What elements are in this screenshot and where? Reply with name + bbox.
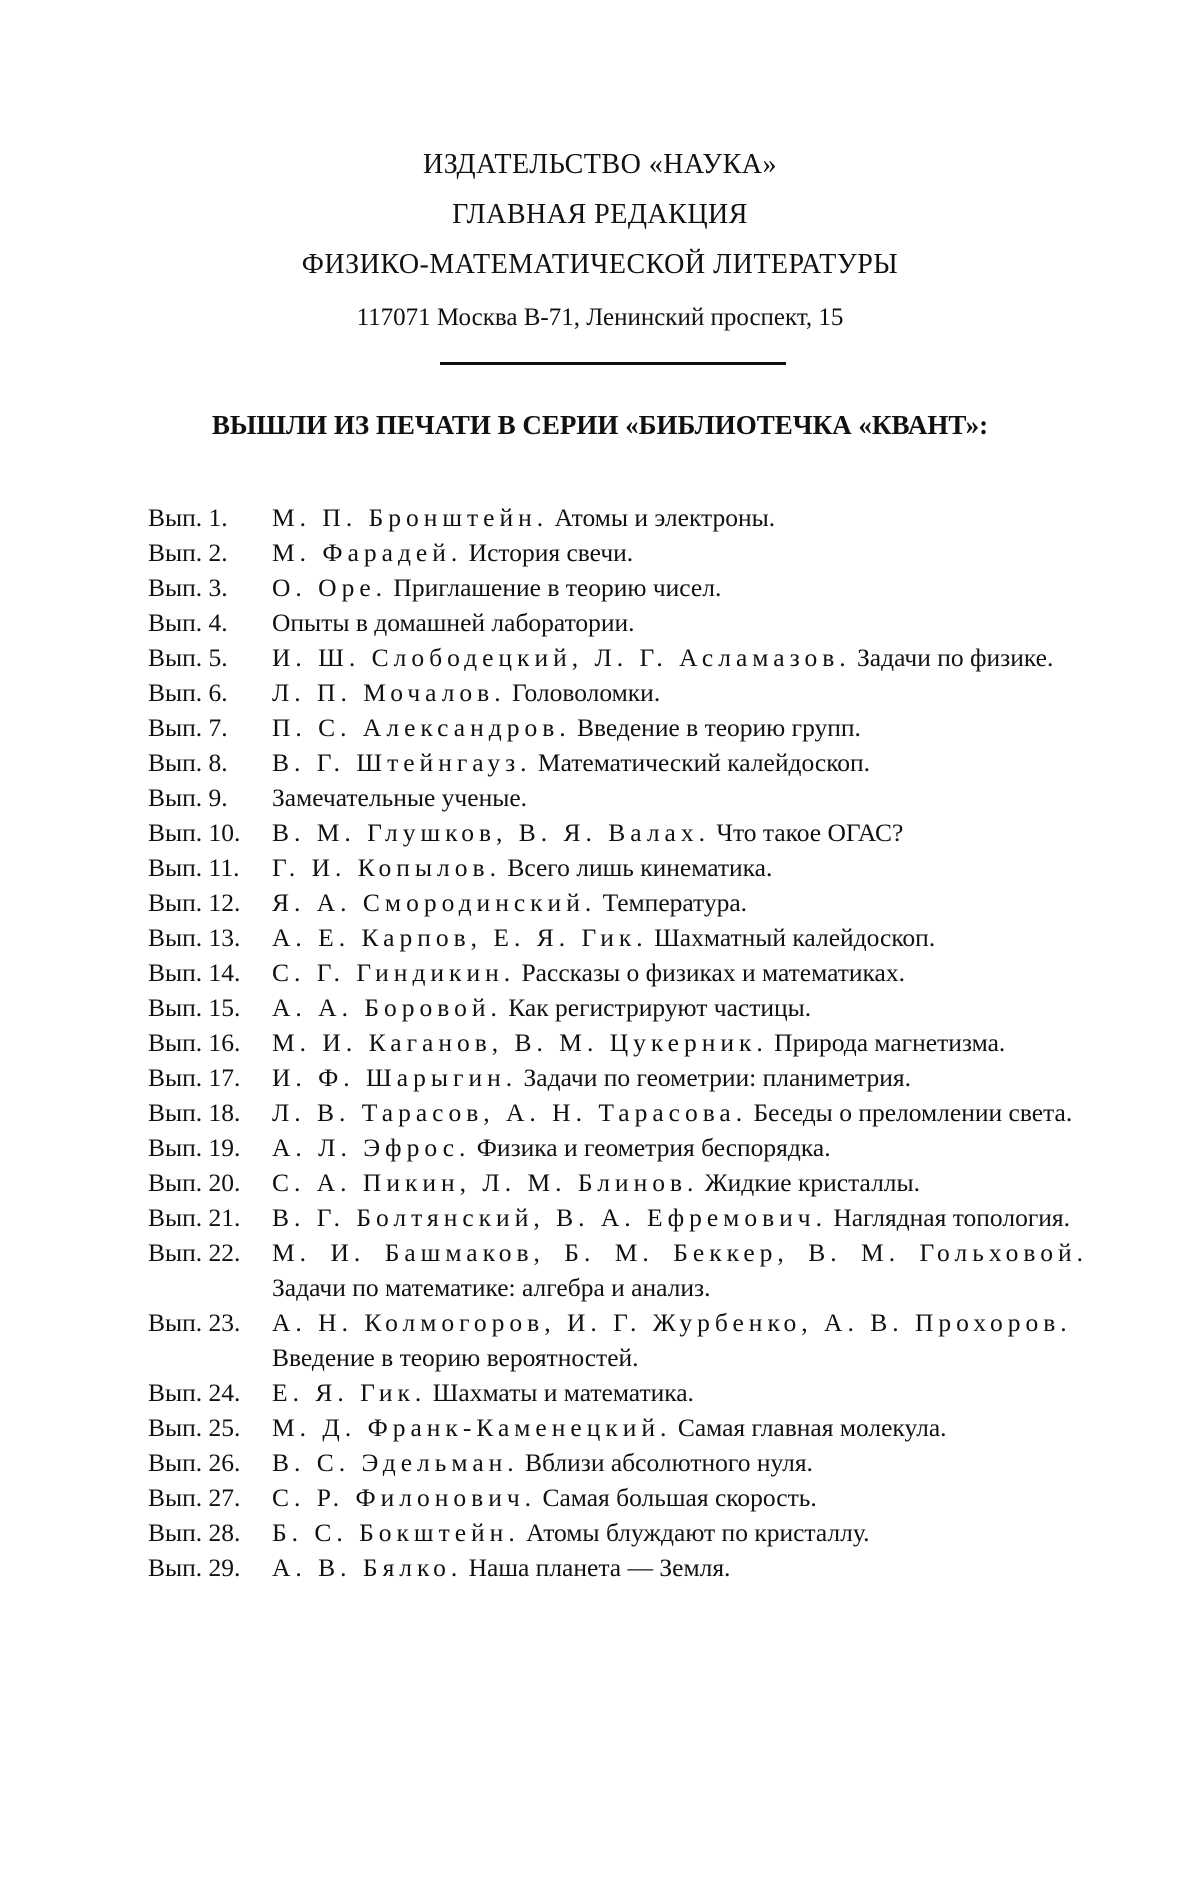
book-title: Что такое ОГАС? (710, 818, 904, 847)
book-authors: В. М. Глушков, В. Я. Валах. (272, 818, 710, 847)
book-authors: С. А. Пикин, Л. М. Блинов. (272, 1168, 699, 1197)
issue-number: Вып. 23. (148, 1308, 241, 1337)
book-entry (272, 500, 1088, 535)
book-title: Приглашение в теорию чисел. (387, 573, 722, 602)
book-item (148, 780, 1088, 815)
book-title: Вблизи абсолютного нуля. (518, 1448, 813, 1477)
book-authors: В. С. Эдельман. (272, 1448, 519, 1477)
book-authors: А. В. Бялко. (272, 1553, 463, 1582)
issue-number: Вып. 13. (148, 923, 241, 952)
book-item (148, 1515, 1088, 1550)
book-entry (272, 850, 1088, 885)
issue-number: Вып. 9. (148, 783, 228, 812)
book-title: Самая большая скорость. (536, 1483, 817, 1512)
book-authors: П. С. Александров. (272, 713, 571, 742)
issue-number: Вып. 6. (148, 678, 228, 707)
book-authors: М. Фарадей. (272, 538, 463, 567)
book-entry (272, 1165, 1088, 1200)
book-entry (272, 1130, 1088, 1165)
book-entry (272, 1305, 1088, 1340)
book-title: Как регистрируют частицы. (501, 993, 812, 1022)
book-title: Беседы о преломлении света. (747, 1098, 1073, 1127)
book-entry (272, 955, 1088, 990)
book-authors: С. Р. Филонович. (272, 1483, 537, 1512)
book-item (148, 1025, 1088, 1060)
issue-number: Вып. 2. (148, 538, 228, 567)
book-item (148, 675, 1088, 710)
issue-number: Вып. 10. (148, 818, 241, 847)
book-title: Атомы и электроны. (548, 503, 776, 532)
book-title: Задачи по математике: алгебра и анализ. (272, 1273, 711, 1302)
book-title: Атомы блуждают по кристаллу. (519, 1518, 870, 1547)
book-item (148, 500, 1088, 535)
book-item (148, 640, 1088, 675)
book-entry (272, 535, 1088, 570)
publisher-address: 117071 Москва В-71, Ленинский проспект, 15 (356, 304, 844, 331)
book-item (148, 920, 1088, 955)
issue-number: Вып. 27. (148, 1483, 241, 1512)
book-authors: В. Г. Болтянский, В. А. Ефремович. (272, 1203, 827, 1232)
book-entry (272, 920, 1088, 955)
book-entry (272, 1235, 1088, 1305)
issue-number: Вып. 19. (148, 1133, 241, 1162)
book-title: Замечательные ученые. (272, 783, 528, 812)
book-entry (272, 1410, 1088, 1445)
book-title: Шахматы и математика. (426, 1378, 694, 1407)
book-entry (272, 1060, 1088, 1095)
book-item (148, 570, 1088, 605)
book-entry (272, 605, 1088, 640)
book-item (148, 535, 1088, 570)
book-item (148, 1235, 1088, 1305)
book-entry (272, 990, 1088, 1025)
publisher-name: ИЗДАТЕЛЬСТВО «НАУКА» (423, 149, 777, 180)
book-item (148, 1130, 1088, 1165)
book-title: Головоломки. (505, 678, 661, 707)
book-entry (272, 1095, 1088, 1130)
editorial-office: ГЛАВНАЯ РЕДАКЦИЯ (452, 199, 748, 230)
issue-number: Вып. 21. (148, 1203, 241, 1232)
book-entry (272, 1550, 1088, 1585)
book-entry (272, 710, 1088, 745)
book-authors: Е. Я. Гик. (272, 1378, 427, 1407)
book-item (148, 850, 1088, 885)
book-title: Физика и геометрия беспорядка. (470, 1133, 831, 1162)
book-item (148, 710, 1088, 745)
book-item (148, 1165, 1088, 1200)
issue-number: Вып. 20. (148, 1168, 241, 1197)
issue-number: Вып. 29. (148, 1553, 241, 1582)
book-title: Рассказы о физиках и математиках. (515, 958, 905, 987)
book-title: Математический калейдоскоп. (531, 748, 871, 777)
book-authors: М. Д. Франк-Каменецкий. (272, 1413, 672, 1442)
book-title: Наша планета — Земля. (462, 1553, 731, 1582)
issue-number: Вып. 16. (148, 1028, 241, 1057)
book-authors: И. Ф. Шарыгин. (272, 1063, 518, 1092)
book-title: Самая главная молекула. (671, 1413, 947, 1442)
book-entry (272, 745, 1088, 780)
book-authors: М. И. Каганов, В. М. Цукерник. (272, 1028, 768, 1057)
publisher-header (0, 140, 1200, 346)
book-entry (272, 885, 1088, 920)
issue-number: Вып. 28. (148, 1518, 241, 1547)
book-entry (272, 640, 1088, 675)
issue-number: Вып. 22. (148, 1238, 241, 1267)
book-item (148, 1375, 1088, 1410)
issue-number: Вып. 14. (148, 958, 241, 987)
issue-number: Вып. 3. (148, 573, 228, 602)
book-entry (272, 675, 1088, 710)
book-entry (272, 780, 1088, 815)
book-entry (272, 1375, 1088, 1410)
issue-number: Вып. 5. (148, 643, 228, 672)
issue-number: Вып. 4. (148, 608, 228, 637)
book-authors: М. И. Башмаков, Б. М. Беккер, В. М. Гольховой. (272, 1238, 1088, 1267)
book-item (148, 1550, 1088, 1585)
book-title: Природа магнетизма. (767, 1028, 1006, 1057)
book-authors: Л. П. Мочалов. (272, 678, 506, 707)
book-authors: А. Л. Эфрос. (272, 1133, 471, 1162)
book-title: Шахматный калейдоскоп. (647, 923, 936, 952)
book-title: Введение в теорию групп. (570, 713, 861, 742)
book-authors: Л. В. Тарасов, А. Н. Тарасова. (272, 1098, 748, 1127)
issue-number: Вып. 25. (148, 1413, 241, 1442)
issue-number: Вып. 1. (148, 503, 228, 532)
book-list (148, 500, 1088, 1585)
book-item (148, 1480, 1088, 1515)
book-item (148, 1410, 1088, 1445)
book-entry (272, 1025, 1088, 1060)
book-entry (272, 1200, 1088, 1235)
book-title: Наглядная топология. (826, 1203, 1071, 1232)
issue-number: Вып. 24. (148, 1378, 241, 1407)
issue-number: Вып. 12. (148, 888, 241, 917)
issue-number: Вып. 18. (148, 1098, 241, 1127)
issue-number: Вып. 15. (148, 993, 241, 1022)
book-title: Жидкие кристаллы. (698, 1168, 921, 1197)
issue-number: Вып. 11. (148, 853, 240, 882)
book-item (148, 1305, 1088, 1340)
book-authors: С. Г. Гиндикин. (272, 958, 516, 987)
issue-number: Вып. 17. (148, 1063, 241, 1092)
issue-number: Вып. 26. (148, 1448, 241, 1477)
book-item (148, 1060, 1088, 1095)
book-authors: М. П. Бронштейн. (272, 503, 549, 532)
book-authors: А. Н. Колмогоров, И. Г. Журбенко, А. В. Прохоров. (272, 1308, 1072, 1337)
book-authors: А. Е. Карпов, Е. Я. Гик. (272, 923, 648, 952)
book-item (148, 885, 1088, 920)
book-item (148, 1445, 1088, 1480)
book-item (148, 1095, 1088, 1130)
book-entry (272, 1480, 1088, 1515)
book-item (148, 955, 1088, 990)
book-item (148, 1200, 1088, 1235)
book-entry (272, 1445, 1088, 1480)
book-item (148, 605, 1088, 640)
book-item (148, 745, 1088, 780)
book-title-continuation: Введение в теорию вероятностей. (272, 1343, 639, 1372)
issue-number: Вып. 8. (148, 748, 228, 777)
divider-rule (440, 362, 786, 365)
book-title: Всего лишь кинематика. (500, 853, 773, 882)
issue-number: Вып. 7. (148, 713, 228, 742)
book-authors: О. Оре. (272, 573, 388, 602)
book-entry (272, 1515, 1088, 1550)
book-title: Задачи по физике. (850, 643, 1054, 672)
book-title: Задачи по геометрии: планиметрия. (517, 1063, 911, 1092)
book-title: Опыты в домашней лаборатории. (272, 608, 635, 637)
book-title: История свечи. (462, 538, 634, 567)
book-item (148, 815, 1088, 850)
book-entry (272, 570, 1088, 605)
book-authors: Б. С. Бокштейн. (272, 1518, 520, 1547)
book-title: Температура. (596, 888, 748, 917)
book-authors: А. А. Боровой. (272, 993, 502, 1022)
editorial-department: ФИЗИКО-МАТЕМАТИЧЕСКОЙ ЛИТЕРАТУРЫ (301, 249, 899, 280)
book-authors: Г. И. Копылов. (272, 853, 501, 882)
book-entry (272, 815, 1088, 850)
series-heading: ВЫШЛИ ИЗ ПЕЧАТИ В СЕРИИ «БИБЛИОТЕЧКА «КВАНТ»: (211, 410, 989, 440)
book-authors: И. Ш. Слободецкий, Л. Г. Асламазов. (272, 643, 851, 672)
book-authors: В. Г. Штейнгауз. (272, 748, 532, 777)
book-authors: Я. А. Смородинский. (272, 888, 597, 917)
book-item (148, 990, 1088, 1025)
